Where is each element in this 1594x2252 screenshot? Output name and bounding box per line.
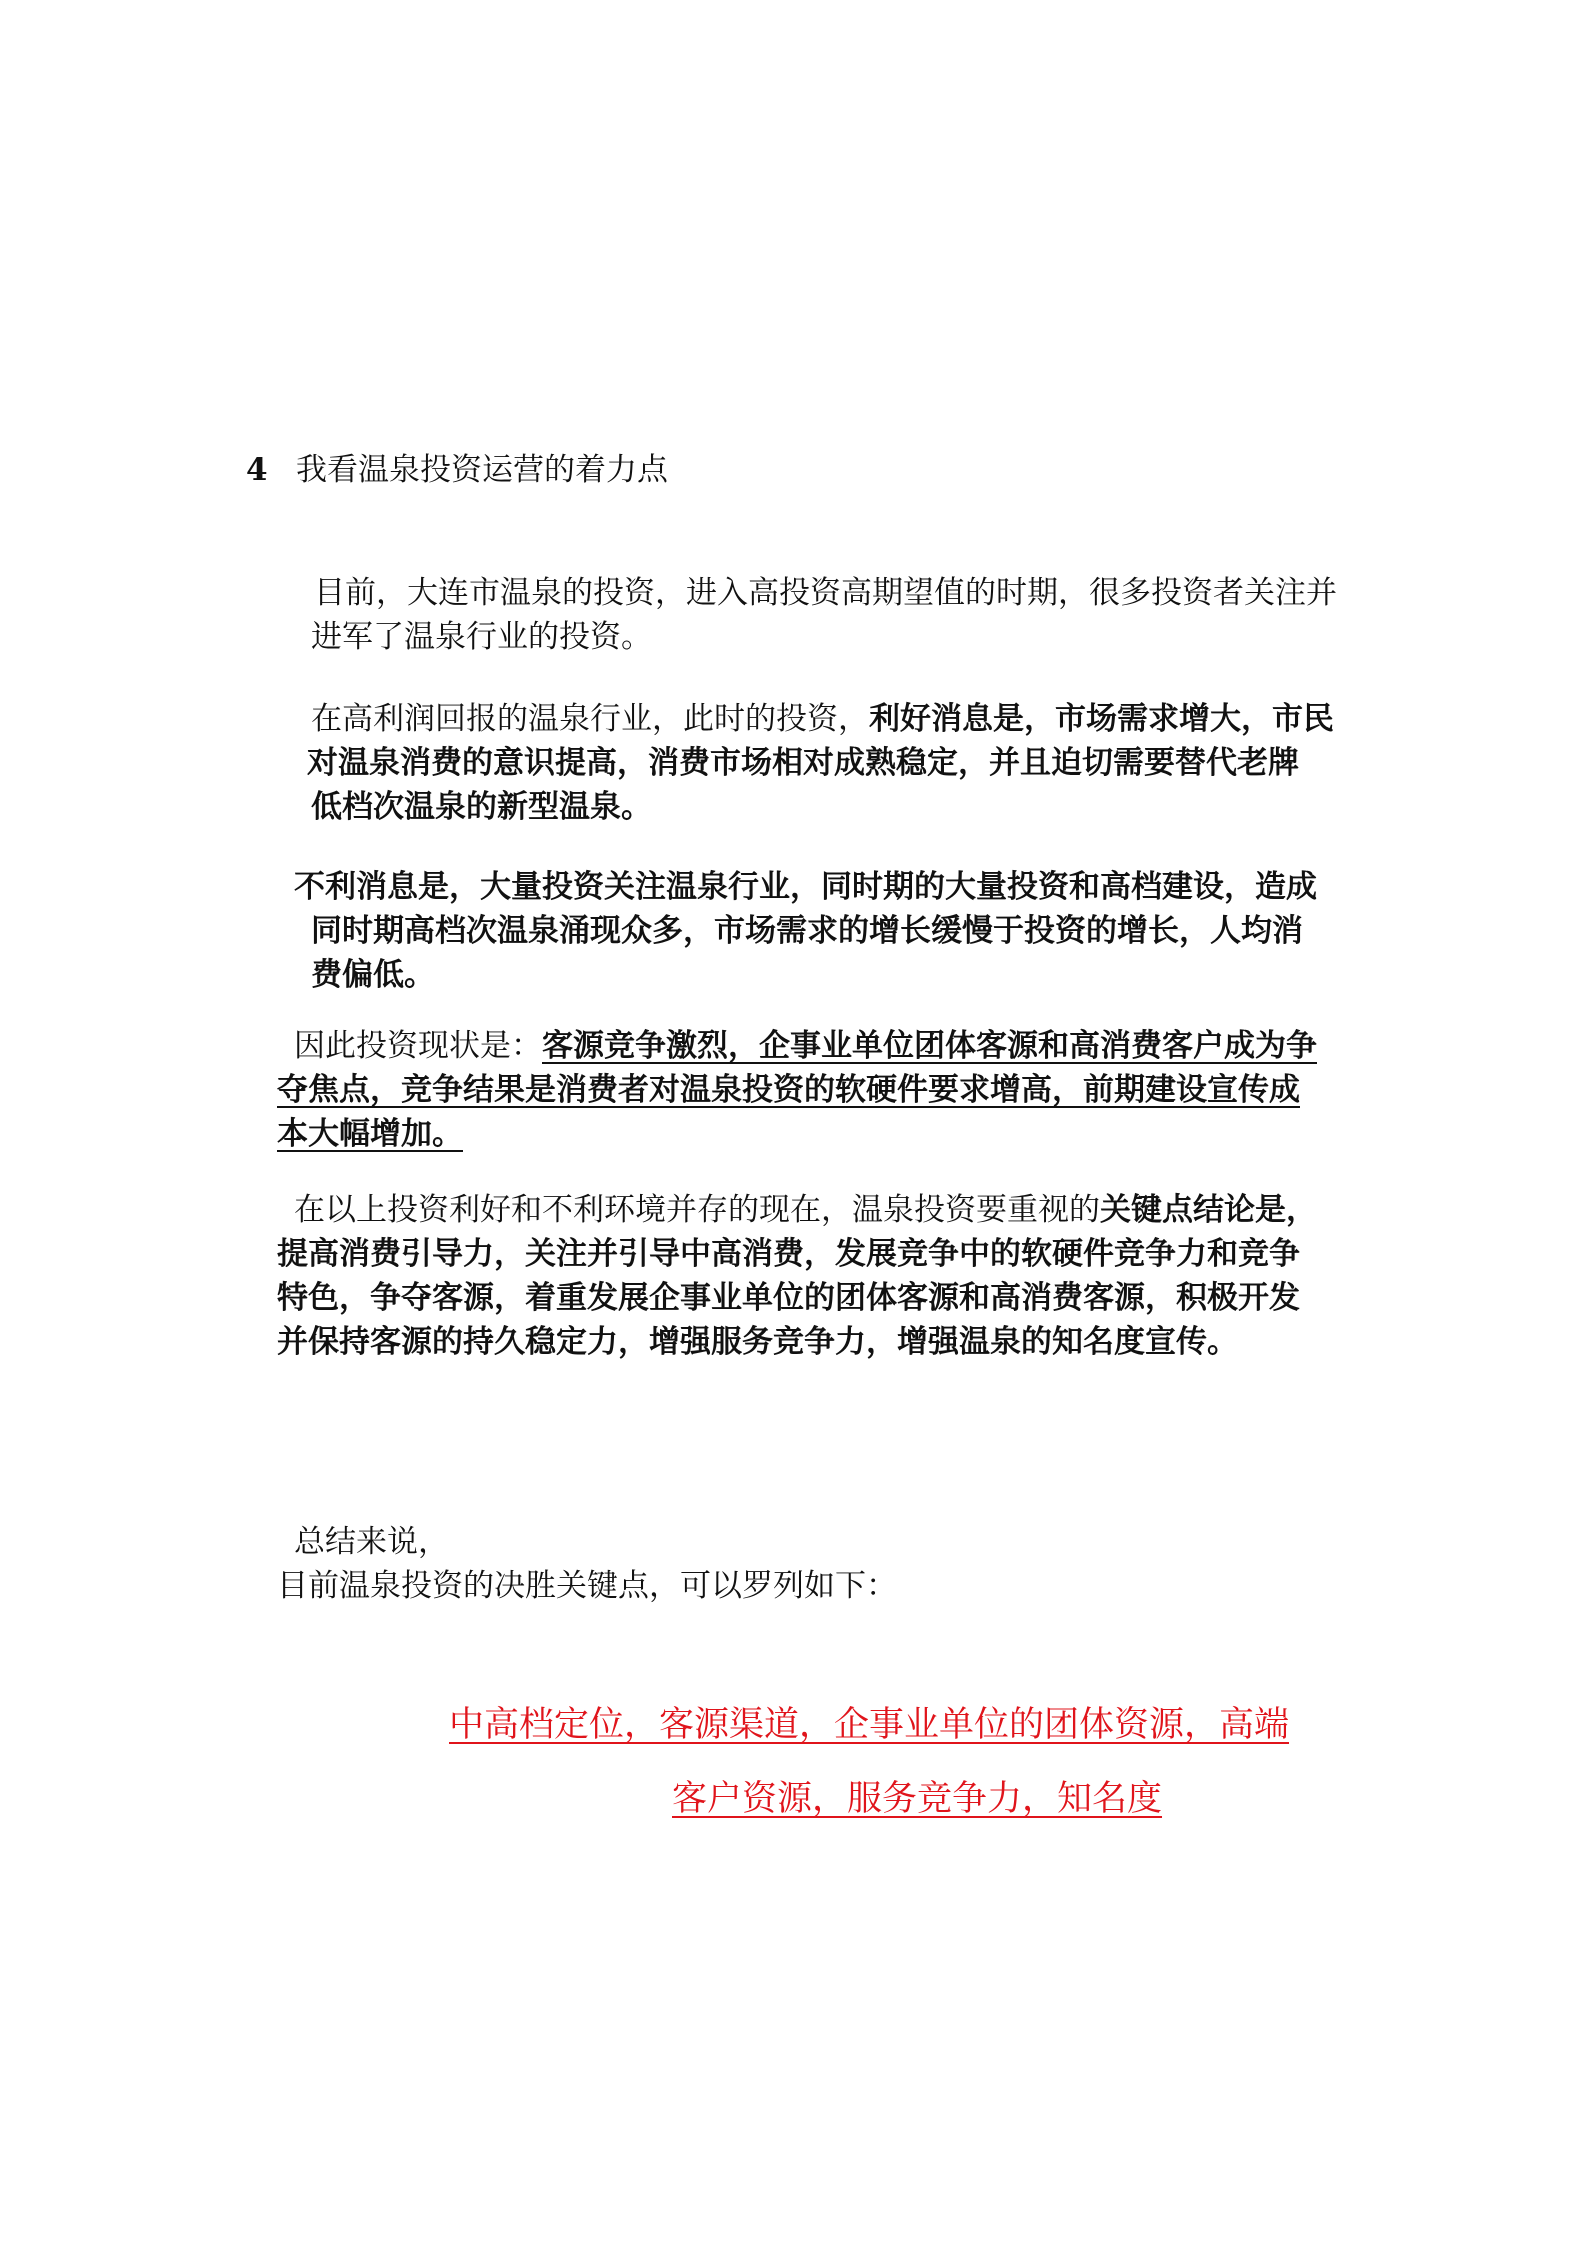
p4-line2: 夺焦点，竞争结果是消费者对温泉投资的软硬件要求增高，前期建设宣传成 [277,1072,1300,1108]
p4-line1-plain: 因此投资现状是： [294,1028,542,1064]
p3-line1: 不利消息是，大量投资关注温泉行业，同时期的大量投资和高档建设，造成 [294,869,1317,905]
p3-line3: 费偏低。 [311,957,435,993]
p5-line2: 提高消费引导力，关注并引导中高消费，发展竞争中的软硬件竞争力和竞争 [277,1236,1300,1272]
p4-line1 [294,1024,1317,1068]
section-number: 4 [246,452,268,488]
p5-line1-bold: 关键点结论是， [1100,1192,1317,1228]
p3-line2: 同时期高档次温泉涌现众多，市场需求的增长缓慢于投资的增长，人均消 [311,913,1303,949]
p5-line1-plain: 在以上投资利好和不利环境并存的现在，温泉投资要重视的 [294,1192,1100,1228]
p5-line1 [294,1188,1317,1232]
p2-line1 [311,697,1334,741]
p1-line2: 进军了温泉行业的投资。 [311,619,652,655]
p2-line3: 低档次温泉的新型温泉。 [311,789,652,825]
p5-line3: 特色，争夺客源，着重发展企事业单位的团体客源和高消费客源，积极开发 [277,1280,1300,1316]
key-points-line1: 中高档定位，客源渠道，企事业单位的团体资源，高端 [449,1705,1290,1745]
section-title: 我看温泉投资运营的着力点 [296,452,668,488]
summary-line2: 目前温泉投资的决胜关键点，可以罗列如下： [277,1568,897,1604]
p4-line1-underlined: 客源竞争激烈，企事业单位团体客源和高消费客户成为争 [542,1028,1317,1064]
key-points-line2: 客户资源，服务竞争力，知名度 [672,1779,1163,1819]
p2-line1-bold: 利好消息是，市场需求增大，市民 [869,701,1334,737]
p2-line2: 对温泉消费的意识提高，消费市场相对成熟稳定，并且迫切需要替代老牌 [307,745,1299,781]
p5-line4: 并保持客源的持久稳定力，增强服务竞争力，增强温泉的知名度宣传。 [277,1324,1238,1360]
p4-line3: 本大幅增加。 [277,1116,463,1152]
p1-line1: 目前，大连市温泉的投资，进入高投资高期望值的时期，很多投资者关注并 [314,575,1337,611]
section-heading [246,448,668,492]
p2-line1-plain: 在高利润回报的温泉行业，此时的投资， [311,701,869,737]
summary-line1: 总结来说， [294,1524,449,1560]
